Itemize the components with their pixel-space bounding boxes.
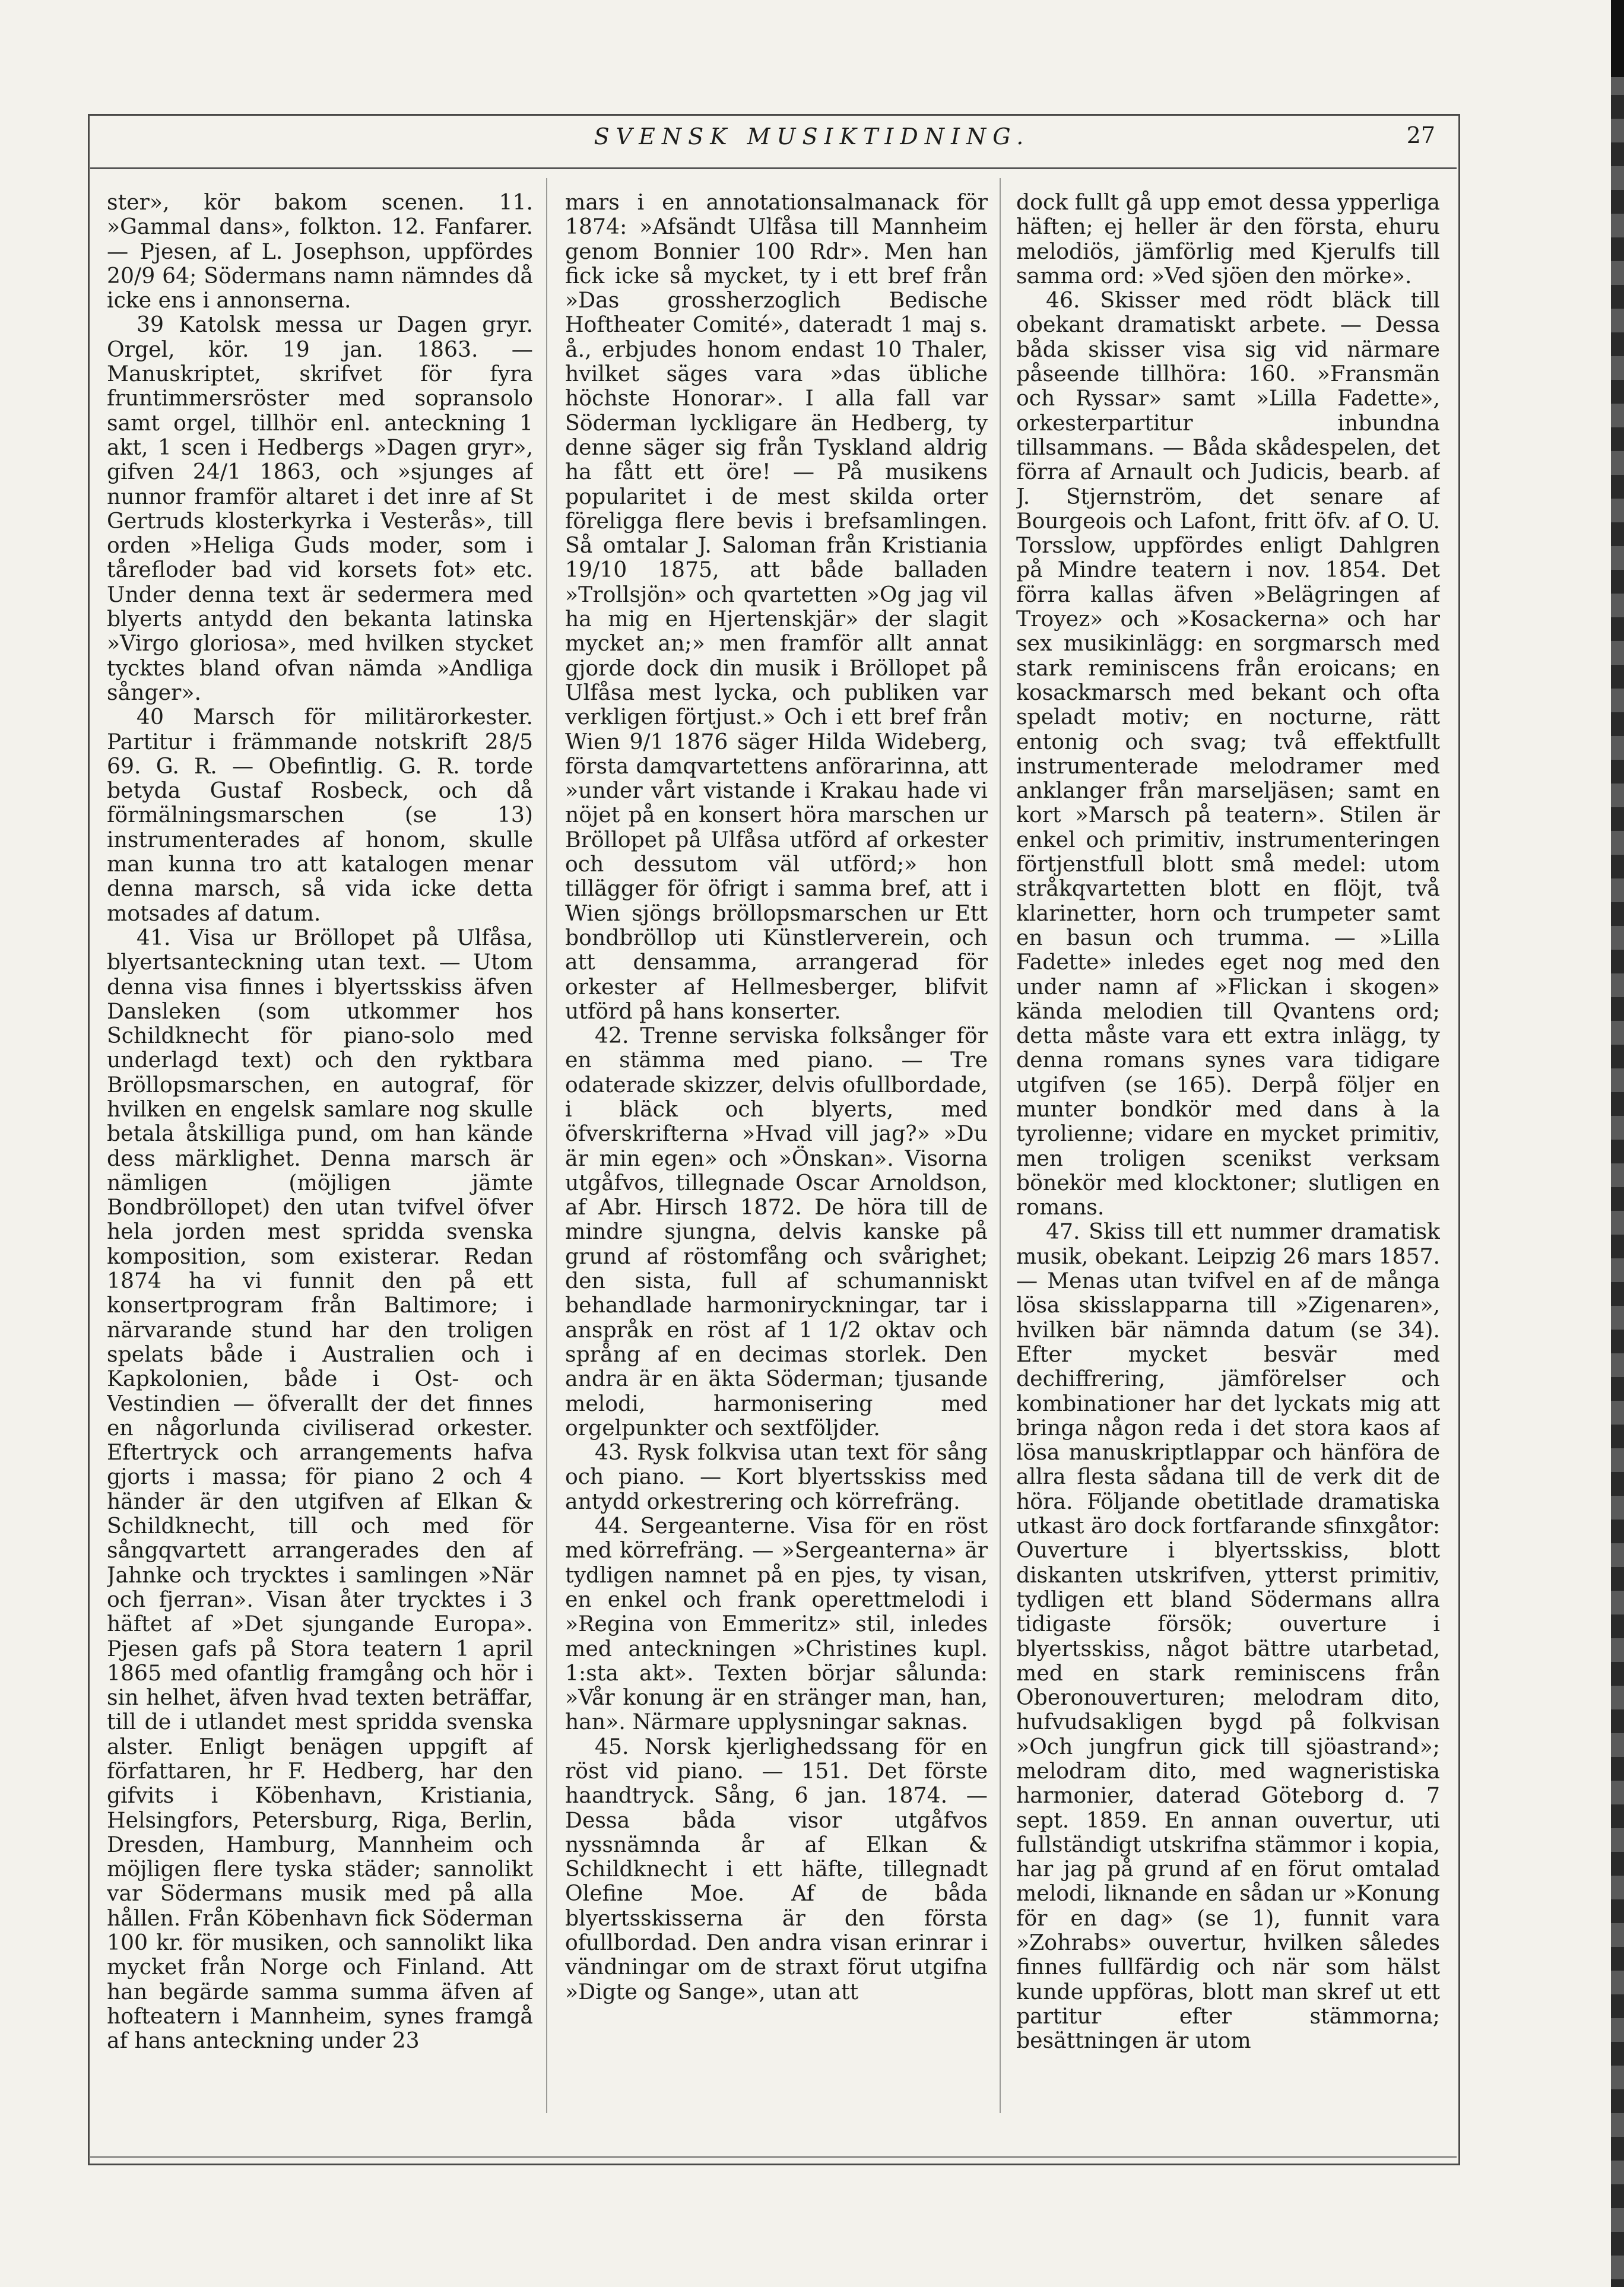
paragraph: 43. Rysk folkvisa utan text för sång och piano. — Kort blyertsskiss med antydd orkestrering och körrefräng. bbox=[565, 1439, 988, 1514]
paragraph: mars i en annotationsalmanack för 1874: »Afsändt Ulfåsa till Mannheim genom Bonnier 100 Rdr». Men han fick icke så mycket, ty i ett bref från »Das grossherzoglich Bedische Hoftheater Comité», dateradt 1 maj s. å., erbjudes honom endast 10 Thaler, hvilket säges vara »das übliche höchste Honorar». I alla fall var Söderman lyckligare än Hedberg, ty denne säger sig från Tyskland aldrig ha fått ett öre! — På musikens popularitet i de mest skilda orter föreligga flere bevis i brefsamlingen. Så omtalar J. Saloman från Kristiania 19/10 1875, att både balladen »Trollsjön» och qvartetten »Og jag vil ha mig en Hjertenskjär» der slagit mycket an;» men framför allt annat gjorde dock din musik i Bröllopet på Ulfåsa mest lycka, och publiken var verkligen förtjust.» Och i ett bref från Wien 9/1 1876 säger Hilda Wideberg, första damqvartettens anförarinna, att »under vårt vistande i Krakau hade vi nöjet på en konsert höra marschen ur Bröllopet på Ulfåsa utförd af orkester och dessutom väl utförd;» hon tillägger för öfrigt i samma bref, att i Wien sjöngs bröllopsmarschen ur Ett bondbröllop uti Künstlerverein, och att densamma, arrangerad för orkester af Hellmesberger, blifvit utförd på hans konserter. bbox=[565, 190, 988, 1024]
paragraph: dock fullt gå upp emot dessa ypperliga häften; ej heller är den första, ehuru melodiös, jämförlig med Kjerulfs till samma ord: »Ved sjöen den mörke». bbox=[1016, 190, 1440, 288]
paragraph: 39 Katolsk messa ur Dagen gryr. Orgel, kör. 19 jan. 1863. — Manuskriptet, skrifvet för fyra fruntimmersröster med sopransolo samt orgel, tillhör enl. anteckning 1 akt, 1 scen i Hedbergs »Dagen gryr», gifven 24/1 1863, och »sjunges af nunnor framför altaret i det inre af St Gertruds klosterkyrka i Vesterås», till orden »Heliga Guds moder, som i tårefloder bad vid korsets fot» etc. Under denna text är sedermera med blyerts antydd den bekanta latinska »Virgo gloriosa», med hvilken stycket tycktes bland ofvan nämda »Andliga sånger». bbox=[107, 312, 533, 705]
column-2 bbox=[565, 190, 988, 2113]
header-rule bbox=[90, 167, 1457, 169]
paragraph: 40 Marsch för militärorkester. Partitur i främmande notskrift 28/5 69. G. R. — Obefintlig. G. R. torde betyda Gustaf Rosbeck, och då förmälningsmarschen (se 13) instrumenterades af honom, skulle man kunna tro att katalogen menar denna marsch, så vida icke detta motsades af datum. bbox=[107, 704, 533, 926]
page-number: 27 bbox=[1406, 122, 1435, 148]
column-rule-2 bbox=[1000, 178, 1001, 2113]
bottom-rule bbox=[90, 2156, 1457, 2158]
column-3 bbox=[1016, 190, 1440, 2113]
paragraph: ster», kör bakom scenen. 11. »Gammal dans», folkton. 12. Fanfarer. — Pjesen, af L. Josephson, uppfördes 20/9 64; Södermans namn nämndes då icke ens i annonserna. bbox=[107, 190, 533, 313]
running-head: SVENSK MUSIKTIDNING. bbox=[594, 123, 1030, 150]
paragraph: 41. Visa ur Bröllopet på Ulfåsa, blyertsanteckning utan text. — Utom denna visa finnes i blyertsskiss äfven Dansleken (som utkommer hos Schildknecht för piano-solo med underlagd text) och den ryktbara Bröllopsmarschen, en autograf, för hvilken en engelsk samlare nog skulle betala åtskilliga pund, om han kände dess märklighet. Denna marsch är nämligen (möjligen jämte Bondbröllopet) den utan tvifvel öfver hela jorden mest spridda svenska komposition, som existerar. Redan 1874 ha vi funnit den på ett konsertprogram från Baltimore; i närvarande stund har den troligen spelats både i Australien och i Kapkolonien, både i Ost- och Vestindien — öfverallt der det finnes en någorlunda civiliserad orkester. Eftertryck och arrangements hafva gjorts i massa; för piano 2 och 4 händer är den utgifven af Elkan & Schildknecht, till och med för sångqvartett arrangerades den af Jahnke och trycktes i samlingen »När och fjerran». Visan åter trycktes i 3 häftet af »Det sjungande Europa». Pjesen gafs på Stora teatern 1 april 1865 med ofantlig framgång och hör i sin helhet, äfven hvad texten beträffar, till de i utlandet mest spridda svenska alster. Enligt benägen uppgift af författaren, hr F. Hedberg, har den gifvits i Köbenhavn, Kristiania, Helsingfors, Petersburg, Riga, Berlin, Dresden, Hamburg, Mannheim och möjligen flere tyska städer; sannolikt var Södermans musik med på alla hållen. Från Köbenhavn fick Söderman 100 kr. för musiken, och sannolikt lika mycket från Norge och Finland. Att han begärde samma summa äfven af hofteatern i Mannheim, synes framgå af hans anteckning under 23 bbox=[107, 924, 533, 2054]
column-1 bbox=[107, 190, 533, 2113]
binding-edge bbox=[1611, 0, 1624, 2287]
column-rule-1 bbox=[546, 178, 547, 2113]
paragraph: 42. Trenne serviska folksånger för en stämma med piano. — Tre odaterade skizzer, delvis ofullbordade, i bläck och blyerts, med öfverskrifterna »Hvad vill jag?» »Du är min egen» och »Önskan». Visorna utgåfvos, tillegnade Oscar Arnoldson, af Abr. Hirsch 1872. De höra till de mindre sjungna, delvis kanske på grund af röstomfång och svårighet; den sista, full af schumanniskt behandlade harmoniryckningar, tar i anspråk en röst af 1 1/2 oktav och språng af en decimas storlek. Den andra är en äkta Söderman; tjusande melodi, harmonisering med orgelpunkter och sextföljder. bbox=[565, 1023, 988, 1441]
paragraph: 44. Sergeanterne. Visa för en röst med körrefräng. — »Sergeanterna» är tydligen namnet på en pjes, ty visan, en enkel och frank operettmelodi i »Regina von Emmeritz» stil, inledes med anteckningen »Christines kupl. 1:sta akt». Texten börjar sålunda: »Vår konung är en stränger man, han, han». Närmare upplysningar saknas. bbox=[565, 1513, 988, 1735]
paragraph: 46. Skisser med rödt bläck till obekant dramatiskt arbete. — Dessa båda skisser visa sig vid närmare påseende tillhöra: 160. »Fransmän och Ryssar» samt »Lilla Fadette», orkesterpartitur inbundna tillsammans. — Båda skådespelen, det förra af Arnault och Judicis, bearb. af J. Stjernström, det senare af Bourgeois och Lafont, fritt öfv. af O. U. Torsslow, uppfördes enligt Dahlgren på Mindre teatern i nov. 1854. Det förra kallas äfven »Belägringen af Troyez» och »Kosackerna» och har sex musikinlägg: en sorgmarsch med stark reminiscens från eroicans; en kosackmarsch med bekant och ofta speladt motiv; en nocturne, rätt entonig och svag; två effektfullt instrumenterade melodramer med anklanger från marseljäsen; samt en kort »Marsch på teatern». Stilen är enkel och primitiv, instrumenteringen förtjenstfull blott små medel: utom stråkqvartetten blott en flöjt, två klarinetter, horn och trumpeter samt en basun och trumma. — »Lilla Fadette» inledes eget nog med den under namn af »Flickan i skogen» kända melodien till Qvantens ord; detta måste vara ett extra inlägg, ty denna romans synes vara tidigare utgifven (se 165). Derpå följer en munter bondkör med dans à la tyrolienne; vidare en mycket primitiv, men troligen scenikst verksam bönekör med klocktoner; slutligen en romans. bbox=[1016, 287, 1440, 1220]
paragraph: 45. Norsk kjerlighedssang för en röst vid piano. — 151. Det förste haandtryck. Sång, 6 jan. 1874. — Dessa båda visor utgåfvos nyssnämnda år af Elkan & Schildknecht i ett häfte, tillegnadt Olefine Moe. Af de båda blyertsskisserna är den första ofullbordad. Den andra visan erinrar i vändningar om de straxt förut utgifna »Digte og Sange», utan att bbox=[565, 1733, 988, 2004]
paragraph: 47. Skiss till ett nummer dramatisk musik, obekant. Leipzig 26 mars 1857. — Menas utan tvifvel en af de många lösa skisslapparna till »Zigenaren», hvilken bär nämnda datum (se 34). Efter mycket besvär med dechiffrering, jämförelser och kombinationer har det lyckats mig att bringa någon reda i det stora kaos af lösa manuskriptlappar och hänföra de allra flesta sådana till de verk dit de höra. Följande obetitlade dramatiska utkast äro dock fortfarande sfinxgåtor: Ouverture i blyertsskiss, blott diskanten utskrifven, ytterst primitiv, tydligen ett bland Södermans allra tidigaste försök; ouverture i blyertsskiss, något bättre utarbetad, med en stark reminiscens från Oberonouverturen; melodram dito, hufvudsakligen bygd på folkvisan »Och jungfrun gick till sjöastrand»; melodram dito, med wagneristiska harmonier, daterad Göteborg d. 7 sept. 1859. En annan ouvertur, uti fullständigt utskrifna stämmor i kopia, har jag på grund af en förut omtalad melodi, liknande en sådan ur »Konung för en dag» (se 1), funnit vara »Zohrabs» ouvertur, hvilken således finnes fullfärdig och när som hälst kunde uppföras, blott man skref ut ett partitur efter stämmorna; besättningen är utom bbox=[1016, 1219, 1440, 2054]
corner-mark bbox=[1611, 0, 1624, 77]
